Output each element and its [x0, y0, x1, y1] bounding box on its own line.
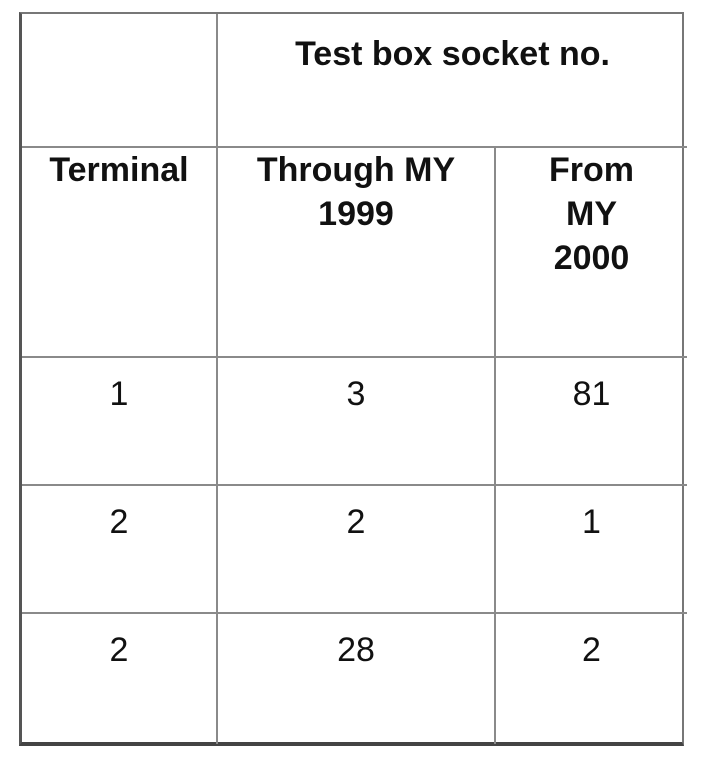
- cell-value: 2: [109, 503, 129, 541]
- cell-value: 3: [346, 375, 366, 413]
- cell-value: 2: [582, 631, 601, 669]
- table-row: [22, 485, 687, 613]
- table-row: [22, 613, 687, 744]
- terminal-cell: [22, 613, 217, 744]
- through-my-1999-cell: [217, 357, 495, 485]
- cell-value: 81: [572, 375, 611, 413]
- table-group-header-row: [22, 14, 687, 147]
- empty-corner-cell: [22, 14, 217, 147]
- column-header-label: From MY 2000: [549, 151, 634, 277]
- column-header-label: Through MY 1999: [256, 151, 456, 233]
- column-header-from-my-2000: [495, 147, 687, 357]
- cell-value: 2: [346, 503, 366, 541]
- terminal-cell: [22, 485, 217, 613]
- group-header-cell: [217, 14, 687, 147]
- socket-table: [19, 12, 684, 746]
- cell-value: 1: [582, 503, 601, 541]
- through-my-1999-cell: [217, 613, 495, 744]
- cell-value: 2: [109, 631, 129, 669]
- through-my-1999-cell: [217, 485, 495, 613]
- terminal-cell: [22, 357, 217, 485]
- column-header-through-my-1999: [217, 147, 495, 357]
- from-my-2000-cell: [495, 613, 687, 744]
- column-header-terminal: [22, 147, 217, 357]
- from-my-2000-cell: [495, 485, 687, 613]
- column-header-label: Terminal: [49, 151, 189, 189]
- table-column-header-row: [22, 147, 687, 357]
- from-my-2000-cell: [495, 357, 687, 485]
- socket-table-grid: [22, 14, 687, 744]
- table-row: [22, 357, 687, 485]
- cell-value: 1: [109, 375, 129, 413]
- group-header-label: Test box socket no.: [295, 35, 610, 73]
- cell-value: 28: [337, 631, 375, 669]
